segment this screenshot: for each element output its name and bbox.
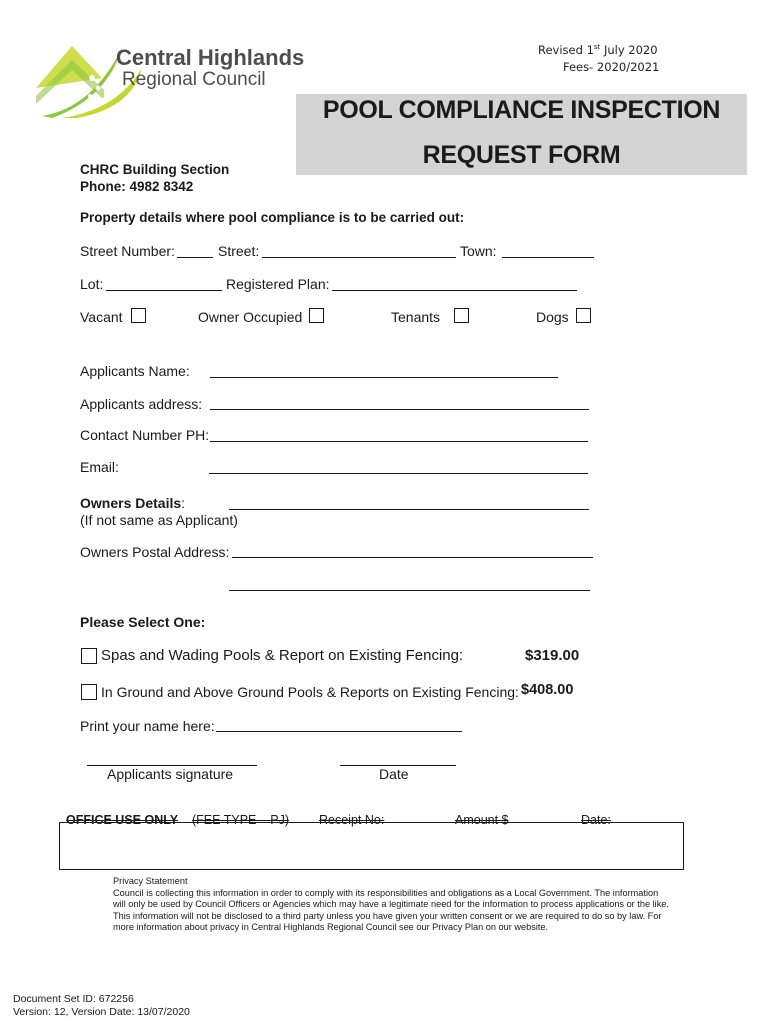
property-heading: Property details where pool compliance is to be carried out: [80,210,465,225]
section-phone: Phone: 4982 8342 [80,179,194,194]
dogs-label: Dogs [536,309,569,325]
tenants-label: Tenants [391,309,441,325]
privacy-statement [113,876,673,934]
print-name-field[interactable] [216,731,462,732]
owners-details-label: Owners Details: [80,495,186,511]
tenants-checkbox[interactable] [454,308,469,323]
fees-year: Fees- 2020/2021 [563,60,660,74]
lot-field[interactable] [106,290,222,291]
form-title-line2: REQUEST FORM [422,141,621,169]
document-version: Version: 12, Version Date: 13/07/2020 [13,1006,190,1018]
logo-name: Central Highlands [116,45,305,70]
privacy-heading: Privacy Statement [113,876,188,886]
office-use-label: OFFICE USE ONLY [66,813,179,827]
fee-type-label: (FEE TYPE – PJ) [192,813,290,827]
town-field[interactable] [502,257,594,258]
vacant-label: Vacant [80,309,123,325]
owners-postal-label: Owners Postal Address: [80,544,230,560]
owners-details-field[interactable] [229,509,589,510]
logo-subtitle: Regional Council [122,69,266,90]
office-use-box [59,822,684,870]
date-label: Date [379,766,409,782]
document-id: Document Set ID: 672256 [13,993,134,1005]
owner-occupied-checkbox[interactable] [309,308,324,323]
email-field[interactable] [209,473,588,474]
receipt-label: Receipt No: [319,813,385,827]
print-name-label: Print your name here: [80,718,215,734]
applicant-name-field[interactable] [210,377,558,378]
form-title-line1: POOL COMPLIANCE INSPECTION [322,96,721,124]
street-label: Street: [218,243,260,259]
select-one-heading: Please Select One: [80,614,206,630]
spas-option-checkbox[interactable] [81,648,97,664]
spas-option-label: Spas and Wading Pools & Report on Existing Fencing: [101,647,464,664]
email-label: Email: [80,459,119,475]
street-number-field[interactable] [177,257,213,258]
owners-postal-field-line2[interactable] [229,590,590,591]
owner-occupied-label: Owner Occupied [198,309,303,325]
amount-label: Amount $ [455,813,509,827]
spas-option-amount: $319.00 [525,647,580,664]
registered-plan-field[interactable] [332,290,577,291]
owners-details-note: (If not same as Applicant) [80,512,238,528]
vacant-checkbox[interactable] [131,308,146,323]
applicant-address-field[interactable] [210,409,589,410]
inground-option-label: In Ground and Above Ground Pools & Reports on Existing Fencing: [101,684,519,700]
dogs-checkbox[interactable] [576,308,591,323]
inground-option-checkbox[interactable] [81,684,97,700]
contact-number-field[interactable] [210,441,588,442]
inground-option-amount: $408.00 [521,682,574,698]
office-date-label: Date: [581,813,611,827]
lot-label: Lot: [80,276,104,292]
applicant-name-label: Applicants Name: [80,363,190,379]
privacy-body: Council is collecting this information in order to comply with its responsibilities and obligations as a Local Government. The information will only be used by Council Officers or Agencies which may have a legitimate need for the information to process applications or the like. This information will not be disclosed to a third party unless you have given your written consent or we are required to do so by law. For more information about privacy in Central Highlands Regional Council see our Privacy Plan on our website. [113,887,669,933]
document-footer [13,993,190,1019]
street-field[interactable] [262,257,456,258]
applicant-signature-label: Applicants signature [107,766,234,782]
town-label: Town: [460,243,497,259]
section-name: CHRC Building Section [80,162,230,177]
owners-postal-field[interactable] [232,557,593,558]
revised-date: Revised 1st July 2020 [538,43,658,57]
street-number-label: Street Number: [80,243,175,259]
registered-plan-label: Registered Plan: [226,276,330,292]
contact-number-label: Contact Number PH: [80,427,210,443]
applicant-address-label: Applicants address: [80,396,203,412]
